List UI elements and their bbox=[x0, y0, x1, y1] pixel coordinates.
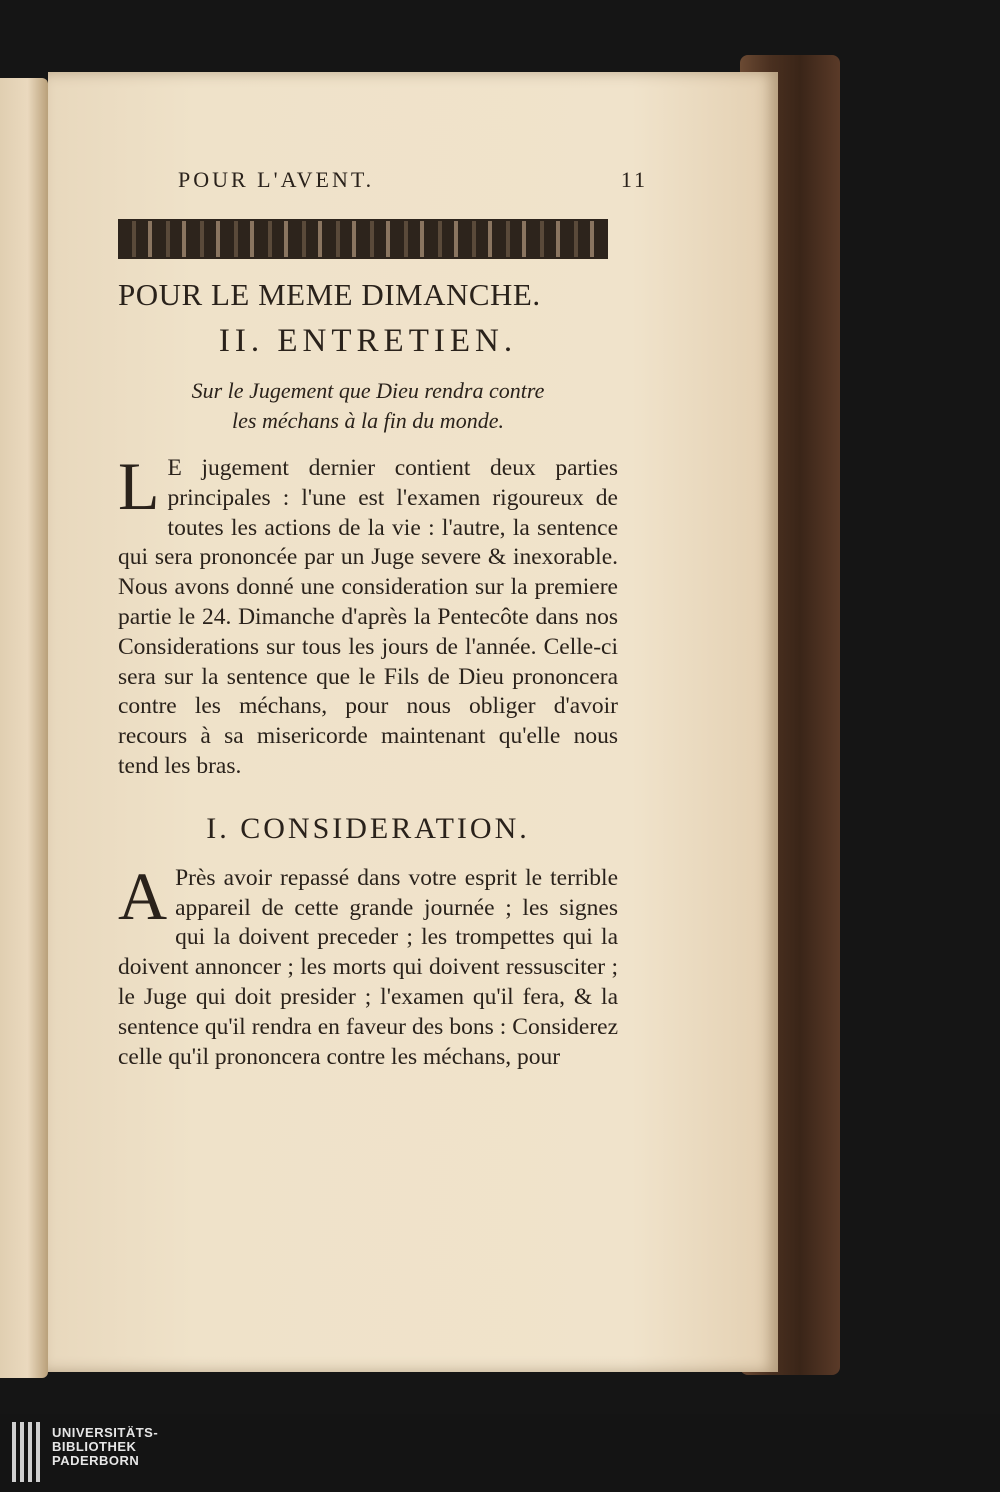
book-page bbox=[48, 72, 778, 1372]
heading-entretien: II. ENTRETIEN. bbox=[218, 323, 518, 359]
library-name-line-1: UNIVERSITÄTS- bbox=[52, 1425, 159, 1440]
running-head-title: POUR L'AVENT. bbox=[178, 167, 375, 192]
dropcap-l: L bbox=[118, 448, 160, 524]
library-name bbox=[52, 1426, 158, 1468]
library-footer bbox=[0, 1414, 1000, 1492]
paragraph-intro-text: E jugement dernier contient deux parties principales : l'une est l'examen rigoureux de toutes les actions de la vie : l'autre, la sentence qui sera prononcée par un Juge severe & inexorable. Nous avons donné une consideration sur la premiere partie le 24. Dimanche d'après la Pentecôte dans nos Considerations sur tous les jours de l'année. Celle-ci sera sur la sentence que le Fils de Dieu prononcera contre les méchans, pour nous obliger d'avoir recours à sa misericorde maintenant qu'elle nous tend les bras. bbox=[118, 455, 618, 779]
subtitle-line-1: Sur le Jugement que Dieu rendra contre bbox=[191, 378, 545, 403]
paragraph-intro bbox=[118, 448, 618, 782]
heading-title: POUR LE MEME DIMANCHE. bbox=[118, 277, 541, 312]
ornament-band bbox=[118, 219, 608, 259]
library-logo-icon bbox=[12, 1422, 42, 1482]
subtitle-line-2: les méchans à la fin du monde. bbox=[232, 408, 504, 433]
left-page-edge bbox=[0, 78, 48, 1378]
page-number: 11 bbox=[620, 167, 648, 192]
section-title: I. CONSIDERATION. bbox=[206, 811, 530, 845]
paragraph-consideration-text: Près avoir repassé dans votre esprit le terrible appareil de cette grande journée ; les signes qui la doivent preceder ; les trompettes qui la doivent annoncer ; les morts qui doivent ressusciter ; le Juge qui doit presider ; l'examen qu'il fera, & la sentence qu'il rendra en faveur des bons : Considerez celle qu'il prononcera contre les méchans, pour bbox=[118, 864, 618, 1070]
running-head bbox=[178, 167, 648, 193]
page-content bbox=[118, 167, 648, 1072]
library-name-line-3: PADERBORN bbox=[52, 1453, 140, 1468]
library-name-line-2: BIBLIOTHEK bbox=[52, 1439, 137, 1454]
paragraph-consideration bbox=[118, 857, 618, 1073]
heading-subtitle bbox=[118, 376, 618, 436]
dropcap-a: A bbox=[118, 857, 168, 934]
